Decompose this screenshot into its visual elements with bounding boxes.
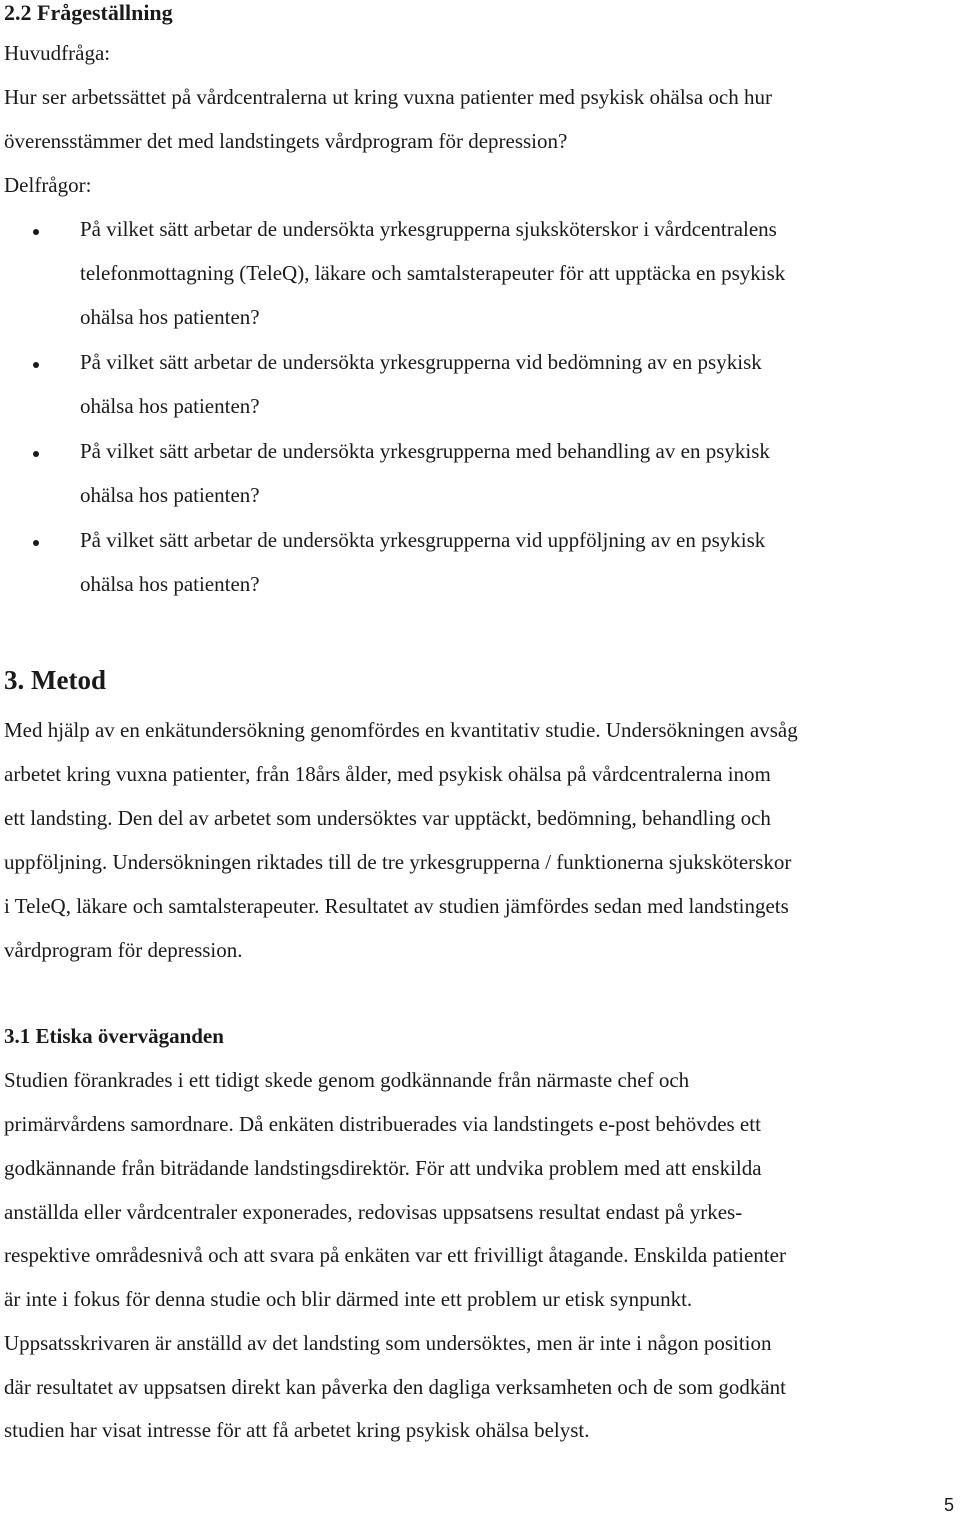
section-3-heading: 3. Metod: [4, 665, 106, 695]
sub-question-line: ohälsa hos patienten?: [80, 394, 260, 418]
metod-line: arbetet kring vuxna patienter, från 18års ålder, med psykisk ohälsa på vårdcentralerna inom: [4, 762, 771, 786]
sub-question-line: ohälsa hos patienten?: [80, 572, 260, 596]
sub-question-line: På vilket sätt arbetar de undersökta yrkesgrupperna vid bedömning av en psykisk: [80, 350, 762, 374]
bullet-icon: [33, 362, 39, 368]
main-question-line: Hur ser arbetssättet på vårdcentralerna ut kring vuxna patienter med psykisk ohälsa och hur: [4, 85, 772, 109]
bullet-icon: [33, 451, 39, 457]
ethics-line: anställda eller vårdcentraler exponerades, redovisas uppsatsens resultat endast på yrkes-: [4, 1200, 743, 1224]
ethics-line: primärvårdens samordnare. Då enkäten distribuerades via landstingets e-post behövdes ett: [4, 1112, 761, 1136]
sub-questions-label: Delfrågor:: [4, 173, 92, 197]
metod-line: i TeleQ, läkare och samtalsterapeuter. Resultatet av studien jämfördes sedan med landstingets: [4, 894, 789, 918]
sub-question-line: På vilket sätt arbetar de undersökta yrkesgrupperna sjuksköterskor i vårdcentralens: [80, 217, 777, 241]
sub-question-line: På vilket sätt arbetar de undersökta yrkesgrupperna vid uppföljning av en psykisk: [80, 528, 766, 552]
metod-line: vårdprogram för depression.: [4, 938, 243, 962]
page-number: 5: [944, 1495, 955, 1515]
bullet-icon: [33, 229, 39, 235]
section-2-2-heading: 2.2 Frågeställning: [4, 0, 173, 25]
section-3-1-heading: 3.1 Etiska överväganden: [4, 1024, 224, 1048]
main-question-line: överensstämmer det med landstingets vårdprogram för depression?: [4, 129, 568, 153]
metod-line: uppföljning. Undersökningen riktades till de tre yrkesgrupperna / funktionerna sjuksköterskor: [4, 850, 792, 874]
ethics-line: Studien förankrades i ett tidigt skede genom godkännande från närmaste chef och: [4, 1068, 690, 1092]
ethics-line: där resultatet av uppsatsen direkt kan påverka den dagliga verksamheten och de som godkänt: [4, 1375, 786, 1399]
ethics-line: Uppsatsskrivaren är anställd av det landsting som undersöktes, men är inte i någon position: [4, 1331, 772, 1355]
ethics-line: godkännande från biträdande landstingsdirektör. För att undvika problem med att enskilda: [4, 1156, 762, 1180]
ethics-line: är inte i fokus för denna studie och blir därmed inte ett problem ur etisk synpunkt.: [4, 1287, 693, 1311]
main-question-label: Huvudfråga:: [4, 41, 111, 65]
metod-line: Med hjälp av en enkätundersökning genomfördes en kvantitativ studie. Undersökningen avsåg: [4, 718, 798, 742]
ethics-line: respektive områdesnivå och att svara på enkäten var ett frivilligt åtagande. Enskilda patienter: [4, 1243, 786, 1267]
sub-question-line: telefonmottagning (TeleQ), läkare och samtalsterapeuter för att upptäcka en psykisk: [80, 261, 786, 285]
sub-question-line: ohälsa hos patienten?: [80, 483, 260, 507]
bullet-icon: [33, 540, 39, 546]
ethics-line: studien har visat intresse för att få arbetet kring psykisk ohälsa belyst.: [4, 1418, 590, 1442]
sub-question-line: ohälsa hos patienten?: [80, 305, 260, 329]
sub-question-line: På vilket sätt arbetar de undersökta yrkesgrupperna med behandling av en psykisk: [80, 439, 770, 463]
metod-line: ett landsting. Den del av arbetet som undersöktes var upptäckt, bedömning, behandling och: [4, 806, 771, 830]
